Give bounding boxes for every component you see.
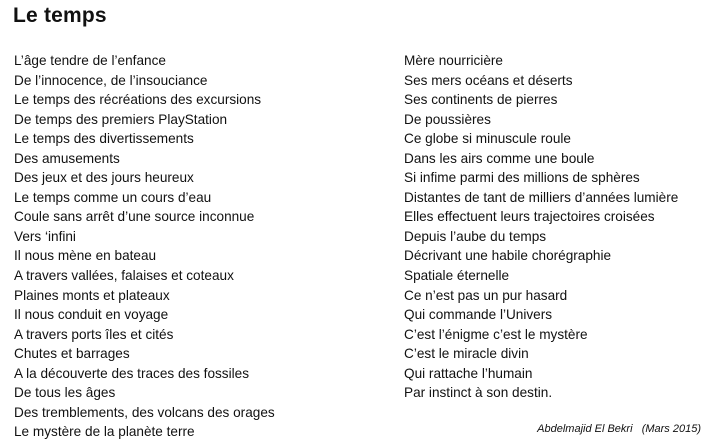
poem-line: Qui rattache l’humain bbox=[404, 365, 533, 381]
poem-line: Coule sans arrêt d’une source inconnue bbox=[14, 209, 255, 225]
poem-line: Ce globe si minuscule roule bbox=[404, 131, 571, 147]
poem-line: Mère nourricière bbox=[404, 53, 503, 68]
poem-line: Des jeux et des jours heureux bbox=[14, 170, 194, 186]
poem-line: Dans les airs comme une boule bbox=[404, 150, 595, 166]
poem-line: Le mystère de la planète terre bbox=[14, 424, 195, 440]
poem-line: Distantes de tant de milliers d’années lumière bbox=[404, 189, 679, 205]
poem-line: A la découverte des traces des fossiles bbox=[14, 365, 249, 381]
poem-line: Vers ‘infini bbox=[14, 228, 76, 244]
poem-line: De temps des premiers PlayStation bbox=[14, 111, 228, 127]
poem-line: Qui commande l’Univers bbox=[404, 307, 553, 323]
poem-line: Le temps comme un cours d’eau bbox=[14, 189, 212, 205]
poem-line: De tous les âges bbox=[14, 385, 116, 401]
poem-line: Il nous conduit en voyage bbox=[14, 307, 169, 323]
poem-line: Plaines monts et plateaux bbox=[14, 287, 170, 303]
poem-line: Le temps des divertissements bbox=[14, 131, 194, 147]
poem-line: De poussières bbox=[404, 111, 491, 127]
poem-right-column bbox=[404, 51, 678, 403]
poem-line: Des tremblements, des volcans des orages bbox=[14, 404, 275, 420]
poem-line: A travers ports îles et cités bbox=[14, 326, 174, 342]
poem-line: Chutes et barrages bbox=[14, 346, 130, 362]
poem-line: L’âge tendre de l’enfance bbox=[14, 53, 166, 68]
poem-line: Si infime parmi des millions de sphères bbox=[404, 170, 640, 186]
poem-line: C’est le miracle divin bbox=[404, 346, 529, 362]
poem-line: Ce n’est pas un pur hasard bbox=[404, 287, 568, 303]
poem-line: Elles effectuent leurs trajectoires croisées bbox=[404, 209, 655, 225]
poem-line: Le temps des récréations des excursions bbox=[14, 92, 262, 108]
poem-line: C’est l’énigme c’est le mystère bbox=[404, 326, 588, 342]
poem-line: Spatiale éternelle bbox=[404, 268, 510, 284]
poem-line: A travers vallées, falaises et coteaux bbox=[14, 268, 234, 284]
poem-line: Des amusements bbox=[14, 150, 120, 166]
poem-line: Ses mers océans et déserts bbox=[404, 72, 573, 88]
poem-left-column bbox=[14, 51, 275, 442]
author-signature: Abdelmajid El Bekri (Mars 2015) bbox=[537, 423, 701, 435]
poem-line: Décrivant une habile chorégraphie bbox=[404, 248, 612, 264]
poem-line: Depuis l’aube du temps bbox=[404, 228, 547, 244]
poem-title: Le temps bbox=[13, 4, 107, 27]
poem-line: De l’innocence, de l’insouciance bbox=[14, 72, 208, 88]
poem-line: Il nous mène en bateau bbox=[14, 248, 157, 264]
poem-line: Ses continents de pierres bbox=[404, 92, 558, 108]
poem-line: Par instinct à son destin. bbox=[404, 385, 553, 401]
